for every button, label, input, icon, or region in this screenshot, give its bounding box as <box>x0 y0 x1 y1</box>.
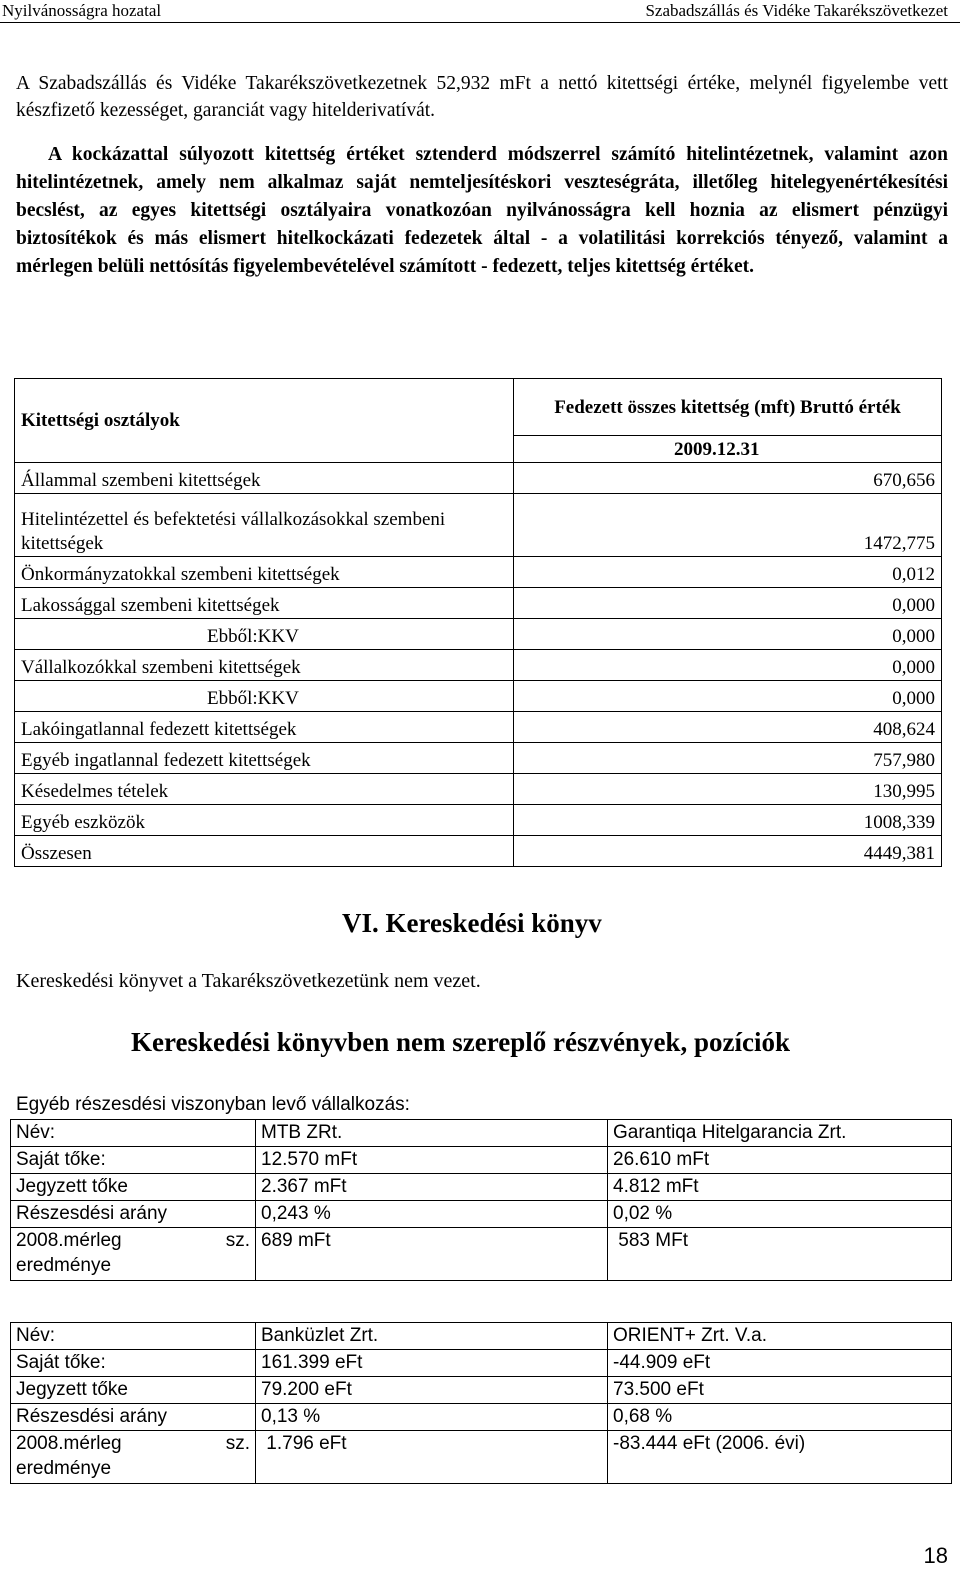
row-label: Saját tőke: <box>11 1147 256 1174</box>
row-value: 670,656 <box>514 463 942 494</box>
cell-company-a: MTB ZRt. <box>256 1120 608 1147</box>
row-value: 0,000 <box>514 681 942 712</box>
table-row <box>15 805 942 836</box>
row-label: Összesen <box>15 836 514 867</box>
page-header <box>0 0 960 23</box>
exposure-date: 2009.12.31 <box>514 436 942 463</box>
cell-company-a: 0,13 % <box>256 1404 608 1431</box>
table-row <box>15 463 942 494</box>
table-row <box>11 1120 952 1147</box>
table-row <box>15 557 942 588</box>
cell-company-a: 161.399 eFt <box>256 1350 608 1377</box>
table-row <box>15 619 942 650</box>
cell-company-b: 26.610 mFt <box>608 1147 952 1174</box>
cell-company-a: 79.200 eFt <box>256 1377 608 1404</box>
cell-company-a: 2.367 mFt <box>256 1174 608 1201</box>
cell-company-a: 0,243 % <box>256 1201 608 1228</box>
row-label: Ebből:KKV <box>15 681 514 712</box>
table-row <box>11 1228 952 1281</box>
table-row <box>11 1431 952 1484</box>
cell-company-a: Banküzlet Zrt. <box>256 1323 608 1350</box>
table-row <box>15 774 942 805</box>
row-value: 1008,339 <box>514 805 942 836</box>
cell-company-b: -83.444 eFt (2006. évi) <box>608 1431 952 1484</box>
row-label: Önkormányzatokkal szembeni kitettségek <box>15 557 514 588</box>
table-row <box>15 712 942 743</box>
row-label: Egyéb ingatlannal fedezett kitettségek <box>15 743 514 774</box>
row-label-line <box>16 1228 250 1253</box>
row-value: 0,012 <box>514 557 942 588</box>
section-6-title: VI. Kereskedési könyv <box>342 908 602 938</box>
cell-company-b: 73.500 eFt <box>608 1377 952 1404</box>
row-label-part: sz. <box>225 1230 250 1251</box>
row-label: Egyéb eszközök <box>15 805 514 836</box>
row-label: Hitelintézettel és befektetési vállalkozásokkal szembeni kitettségek <box>15 494 514 557</box>
row-label: Állammal szembeni kitettségek <box>15 463 514 494</box>
row-label-part: 2008.mérleg <box>16 1433 122 1454</box>
row-label: Saját tőke: <box>11 1350 256 1377</box>
holdings-table-2 <box>10 1322 952 1484</box>
cell-company-a: 1.796 eFt <box>256 1431 608 1484</box>
row-label: Lakóingatlannal fedezett kitettségek <box>15 712 514 743</box>
cell-company-b: 0,68 % <box>608 1404 952 1431</box>
exposure-col1-header: Kitettségi osztályok <box>15 379 514 463</box>
table-row <box>15 743 942 774</box>
intro-paragraph-1: A Szabadszállás és Vidéke Takarékszövetkezetnek 52,932 mFt a nettó kitettségi értéke, melynél figyelembe vett készfizető kezességet, garanciát vagy hitelderivatívát. <box>16 73 948 121</box>
table-row <box>15 681 942 712</box>
cell-company-b: 583 MFt <box>608 1228 952 1281</box>
row-label: Részesdési arány <box>11 1201 256 1228</box>
row-label-part: 2008.mérleg <box>16 1230 122 1251</box>
row-label <box>11 1228 256 1281</box>
row-label-part: sz. <box>225 1433 250 1454</box>
row-label <box>11 1431 256 1484</box>
nonbook-section-title: Kereskedési könyvben nem szereplő részvények, pozíciók <box>131 1027 790 1057</box>
row-label-line <box>16 1431 250 1456</box>
row-value: 130,995 <box>514 774 942 805</box>
holdings-caption: Egyéb részesdési viszonyban levő vállalkozás: <box>16 1094 410 1115</box>
header-right-text: Szabadszállás és Vidéke Takarékszövetkezet <box>645 1 948 20</box>
row-label: Késedelmes tételek <box>15 774 514 805</box>
table-row <box>11 1404 952 1431</box>
row-label: Jegyzett tőke <box>11 1174 256 1201</box>
cell-company-b: 4.812 mFt <box>608 1174 952 1201</box>
cell-company-a: 689 mFt <box>256 1228 608 1281</box>
row-value: 408,624 <box>514 712 942 743</box>
row-label: Név: <box>11 1120 256 1147</box>
table-row <box>11 1147 952 1174</box>
table-row <box>15 494 942 557</box>
table-row <box>15 588 942 619</box>
page-number: 18 <box>923 1543 948 1568</box>
row-label: Vállalkozókkal szembeni kitettségek <box>15 650 514 681</box>
exposure-header-row <box>15 379 942 436</box>
section-6-text: Kereskedési könyvet a Takarékszövetkezetünk nem vezet. <box>16 970 481 992</box>
table-row <box>15 650 942 681</box>
row-value: 1472,775 <box>514 494 942 557</box>
row-value: 4449,381 <box>514 836 942 867</box>
cell-company-b: Garantiqa Hitelgarancia Zrt. <box>608 1120 952 1147</box>
row-label: Jegyzett tőke <box>11 1377 256 1404</box>
table-row <box>11 1377 952 1404</box>
cell-company-b: -44.909 eFt <box>608 1350 952 1377</box>
header-left-text: Nyilvánosságra hozatal <box>2 1 162 20</box>
row-label-part: eredménye <box>16 1458 112 1479</box>
row-label: Részesdési arány <box>11 1404 256 1431</box>
row-label-part: eredménye <box>16 1255 112 1276</box>
exposure-table <box>14 378 942 867</box>
cell-company-b: ORIENT+ Zrt. V.a. <box>608 1323 952 1350</box>
table-row <box>11 1174 952 1201</box>
table-row <box>11 1350 952 1377</box>
row-value: 0,000 <box>514 650 942 681</box>
table-row <box>11 1201 952 1228</box>
row-value: 757,980 <box>514 743 942 774</box>
table-row <box>11 1323 952 1350</box>
cell-company-b: 0,02 % <box>608 1201 952 1228</box>
row-value: 0,000 <box>514 588 942 619</box>
row-value: 0,000 <box>514 619 942 650</box>
row-label: Ebből:KKV <box>15 619 514 650</box>
exposure-col2-header: Fedezett összes kitettség (mft) Bruttó érték <box>514 379 942 436</box>
holdings-table-1 <box>10 1119 952 1281</box>
cell-company-a: 12.570 mFt <box>256 1147 608 1174</box>
row-label: Lakossággal szembeni kitettségek <box>15 588 514 619</box>
row-label: Név: <box>11 1323 256 1350</box>
intro-paragraph-2: A kockázattal súlyozott kitettség értéket sztenderd módszerrel számító hitelintézetnek, valamint azon hitelintézetnek, amely nem alkalmaz saját nemteljesítéskori veszteségráta, illetőleg hitelegyenértékesítési becslést, az egyes kitettségi osztályaira vonatkozóan nyilvánosságra kell hoznia az elismert pénzügyi biztosítékok és más elismert hitelkockázati fedezetek által - a volatilitási korrekciós tényező, valamint a mérlegen belüli nettósítás figyelembevételével számított - fedezett, teljes kitettség értéket. <box>16 144 948 277</box>
table-row-total <box>15 836 942 867</box>
